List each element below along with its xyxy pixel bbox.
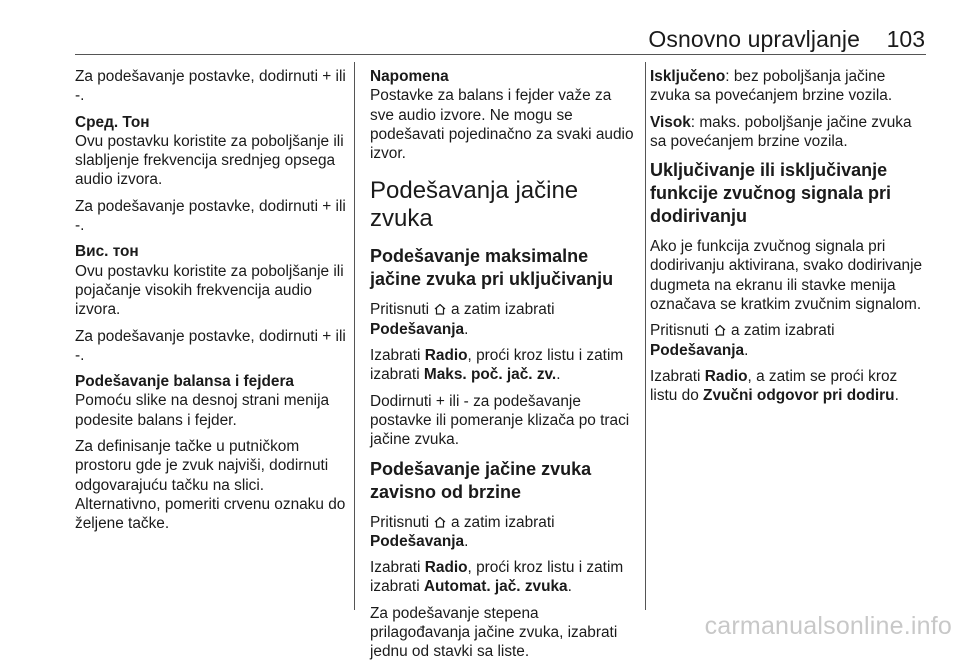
instruction-text: Izabrati	[370, 347, 421, 365]
home-icon	[433, 515, 447, 529]
instruction-text: a zatim izabrati	[451, 513, 555, 531]
menu-reference: Zvučni odgovor pri dodiru	[703, 387, 895, 405]
menu-reference: Maks. poč. jač. zv.	[423, 366, 557, 384]
paragraph-touch-select: Izabrati Radio, a zatim se proći kroz listu do Zvučni odgovor pri dodiru.	[650, 367, 899, 405]
term: Isključeno	[650, 68, 726, 85]
watermark: carmanualsonline.info	[704, 612, 952, 640]
instruction-text: Pritisnuti	[370, 513, 430, 531]
subheading-high-tone: Вис. тон	[75, 243, 139, 261]
menu-reference: Radio	[424, 347, 468, 365]
paragraph-speed-push: Pritisnuti a zatim izabrati Podešavanja.	[370, 513, 555, 550]
column-1	[75, 67, 347, 541]
column-divider-2	[645, 62, 646, 610]
column-divider-1	[354, 62, 355, 610]
instruction-text: Pritisnuti	[650, 322, 710, 340]
paragraph-mid-desc: Ovu postavku koristite za poboljšanje ili slabljenje frekvencija srednjeg opsega audio izvora.	[75, 132, 344, 189]
paragraph-speed-adjust: Za podešavanje stepena prilagođavanja jačine zvuka, izabrati jednu od stavki sa liste.	[370, 604, 618, 661]
paragraph-touch-desc: Ako je funkcija zvučnog signala pri dodirivanju aktivirana, svako dodirivanje dugmeta na ekranu ili stavke menija označava se kratkim zvučnim signalom.	[650, 238, 923, 314]
subsection-heading-speed-volume: Podešavanje jačine zvuka zavisno od brzine	[370, 458, 592, 502]
instruction-text: a zatim izabrati	[451, 301, 555, 319]
definition-off	[650, 67, 926, 106]
home-icon	[713, 323, 727, 337]
paragraph-max-select: Izabrati Radio, proći kroz listu i zatim izabrati Maks. poč. jač. zv..	[370, 347, 624, 384]
paragraph-high-adjust: Za podešavanje postavke, dodirnuti + ili -.	[75, 327, 346, 364]
instruction-text: Izabrati	[370, 559, 421, 577]
menu-reference: Podešavanja	[370, 320, 465, 338]
paragraph-balance-2: Za definisanje tačke u putničkom prostoru gde je zvuk najviši, dodirnuti odgovarajuću tačku na slici. Alternativno, pomeriti crvenu oznaku do željene tačke.	[75, 438, 346, 533]
page-header-title: Osnovno upravljanje	[648, 26, 860, 52]
paragraph-speed-select: Izabrati Radio, proći kroz listu i zatim izabrati Automat. jač. zvuka.	[370, 559, 624, 596]
definition-high	[650, 113, 926, 152]
subheading-balance-fader: Podešavanje balansa i fejdera	[75, 373, 294, 391]
menu-reference: Radio	[704, 367, 748, 385]
paragraph-balance-1: Pomoću slike na desnoj strani menija podesite balans i fejder.	[75, 392, 330, 429]
menu-reference: Podešavanja	[370, 532, 465, 550]
column-3	[650, 67, 926, 413]
instruction-text: , proći kroz listu i zatim izabrati	[370, 559, 624, 596]
paragraph-max-adjust: Dodirnuti + ili - za podešavanje postavke ili pomeranje klizača po traci jačine zvuka.	[370, 392, 630, 449]
paragraph-max-push: Pritisnuti a zatim izabrati Podešavanja.	[370, 301, 555, 338]
subsection-heading-touch-sound: Uključivanje ili isključivanje funkcije zvučnog signala pri dodirivanju	[650, 160, 892, 227]
term: Visok	[650, 113, 691, 131]
subheading-mid-tone: Сред. Тон	[75, 113, 150, 131]
note-title: Napomena	[370, 68, 449, 85]
home-icon	[433, 302, 447, 316]
page-number: 103	[886, 26, 925, 52]
header-rule	[75, 54, 926, 55]
paragraph-intro: Za podešavanje postavke, dodirnuti + ili -.	[75, 68, 346, 105]
instruction-text: a zatim izabrati	[731, 322, 835, 340]
menu-reference: Radio	[424, 559, 468, 577]
paragraph-touch-push: Pritisnuti a zatim izabrati Podešavanja.	[650, 322, 835, 359]
definition-text: : bez poboljšanja jačine zvuka sa povećanjem brzine vozila.	[650, 68, 893, 105]
paragraph-high-desc: Ovu postavku koristite za poboljšanje ili pojačanje visokih frekvencija audio izvora.	[75, 262, 344, 319]
note-text: Postavke za balans i fejder važe za sve audio izvore. Ne mogu se podešavati pojedinačno za svaki audio izvor.	[370, 87, 634, 163]
instruction-text: Pritisnuti	[370, 301, 430, 319]
subsection-heading-max-volume: Podešavanje maksimalne jačine zvuka pri uključivanju	[370, 246, 614, 290]
instruction-text: , proći kroz listu i zatim izabrati	[370, 347, 624, 384]
instruction-text: , a zatim se proći kroz listu do	[650, 367, 898, 405]
menu-reference: Podešavanja	[650, 341, 745, 359]
section-heading-volume: Podešavanja jačine zvuka	[370, 177, 579, 233]
instruction-text: Izabrati	[650, 367, 701, 385]
menu-reference: Automat. jač. zvuka	[423, 578, 568, 596]
column-2	[370, 67, 638, 669]
definition-text: : maks. poboljšanje jačine zvuka sa povećanjem brzine vozila.	[650, 113, 912, 150]
paragraph-mid-adjust: Za podešavanje postavke, dodirnuti + ili -.	[75, 197, 346, 235]
